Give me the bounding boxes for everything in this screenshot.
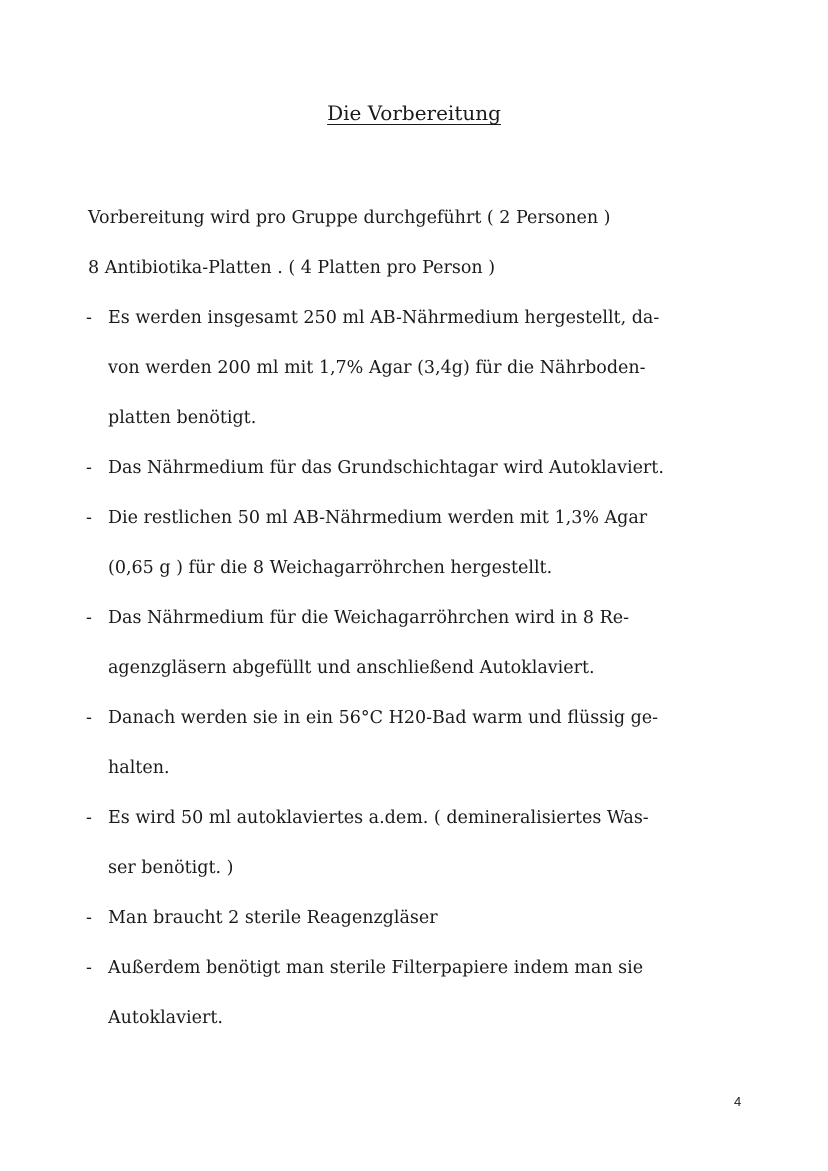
page-title bbox=[0, 98, 828, 128]
bullet-dash: - bbox=[86, 908, 92, 928]
bullet-6-line-2: ser benötigt. ) bbox=[108, 858, 234, 878]
intro-line-plates: 8 Antibiotika-Platten . ( 4 Platten pro Person ) bbox=[88, 258, 496, 278]
page-title-text: Die Vorbereitung bbox=[327, 101, 501, 125]
bullet-dash: - bbox=[86, 808, 92, 828]
bullet-5-line-2: halten. bbox=[108, 758, 170, 778]
bullet-8-line-1: Außerdem benötigt man sterile Filterpapiere indem man sie bbox=[108, 958, 644, 978]
bullet-7-line-1: Man braucht 2 sterile Reagenzgläser bbox=[108, 908, 438, 928]
bullet-dash: - bbox=[86, 608, 92, 628]
bullet-4-line-2: agenzgläsern abgefüllt und anschließend Autoklaviert. bbox=[108, 658, 595, 678]
intro-line-group: Vorbereitung wird pro Gruppe durchgeführt ( 2 Personen ) bbox=[88, 208, 611, 228]
bullet-dash: - bbox=[86, 508, 92, 528]
bullet-3-line-2: (0,65 g ) für die 8 Weichagarröhrchen hergestellt. bbox=[108, 558, 553, 578]
bullet-5-line-1: Danach werden sie in ein 56°C H20-Bad warm und flüssig ge- bbox=[108, 708, 659, 728]
bullet-8-line-2: Autoklaviert. bbox=[108, 1008, 223, 1028]
bullet-1-line-1: Es werden insgesamt 250 ml AB-Nährmedium hergestellt, da- bbox=[108, 308, 660, 328]
page-number: 4 bbox=[734, 1094, 742, 1109]
bullet-2-line-1: Das Nährmedium für das Grundschichtagar wird Autoklaviert. bbox=[108, 458, 664, 478]
bullet-dash: - bbox=[86, 708, 92, 728]
bullet-3-line-1: Die restlichen 50 ml AB-Nährmedium werden mit 1,3% Agar bbox=[108, 508, 648, 528]
bullet-dash: - bbox=[86, 958, 92, 978]
bullet-dash: - bbox=[86, 308, 92, 328]
bullet-6-line-1: Es wird 50 ml autoklaviertes a.dem. ( demineralisiertes Was- bbox=[108, 808, 649, 828]
bullet-dash: - bbox=[86, 458, 92, 478]
bullet-1-line-3: platten benötigt. bbox=[108, 408, 257, 428]
bullet-1-line-2: von werden 200 ml mit 1,7% Agar (3,4g) für die Nährboden- bbox=[108, 358, 646, 378]
bullet-4-line-1: Das Nährmedium für die Weichagarröhrchen wird in 8 Re- bbox=[108, 608, 630, 628]
